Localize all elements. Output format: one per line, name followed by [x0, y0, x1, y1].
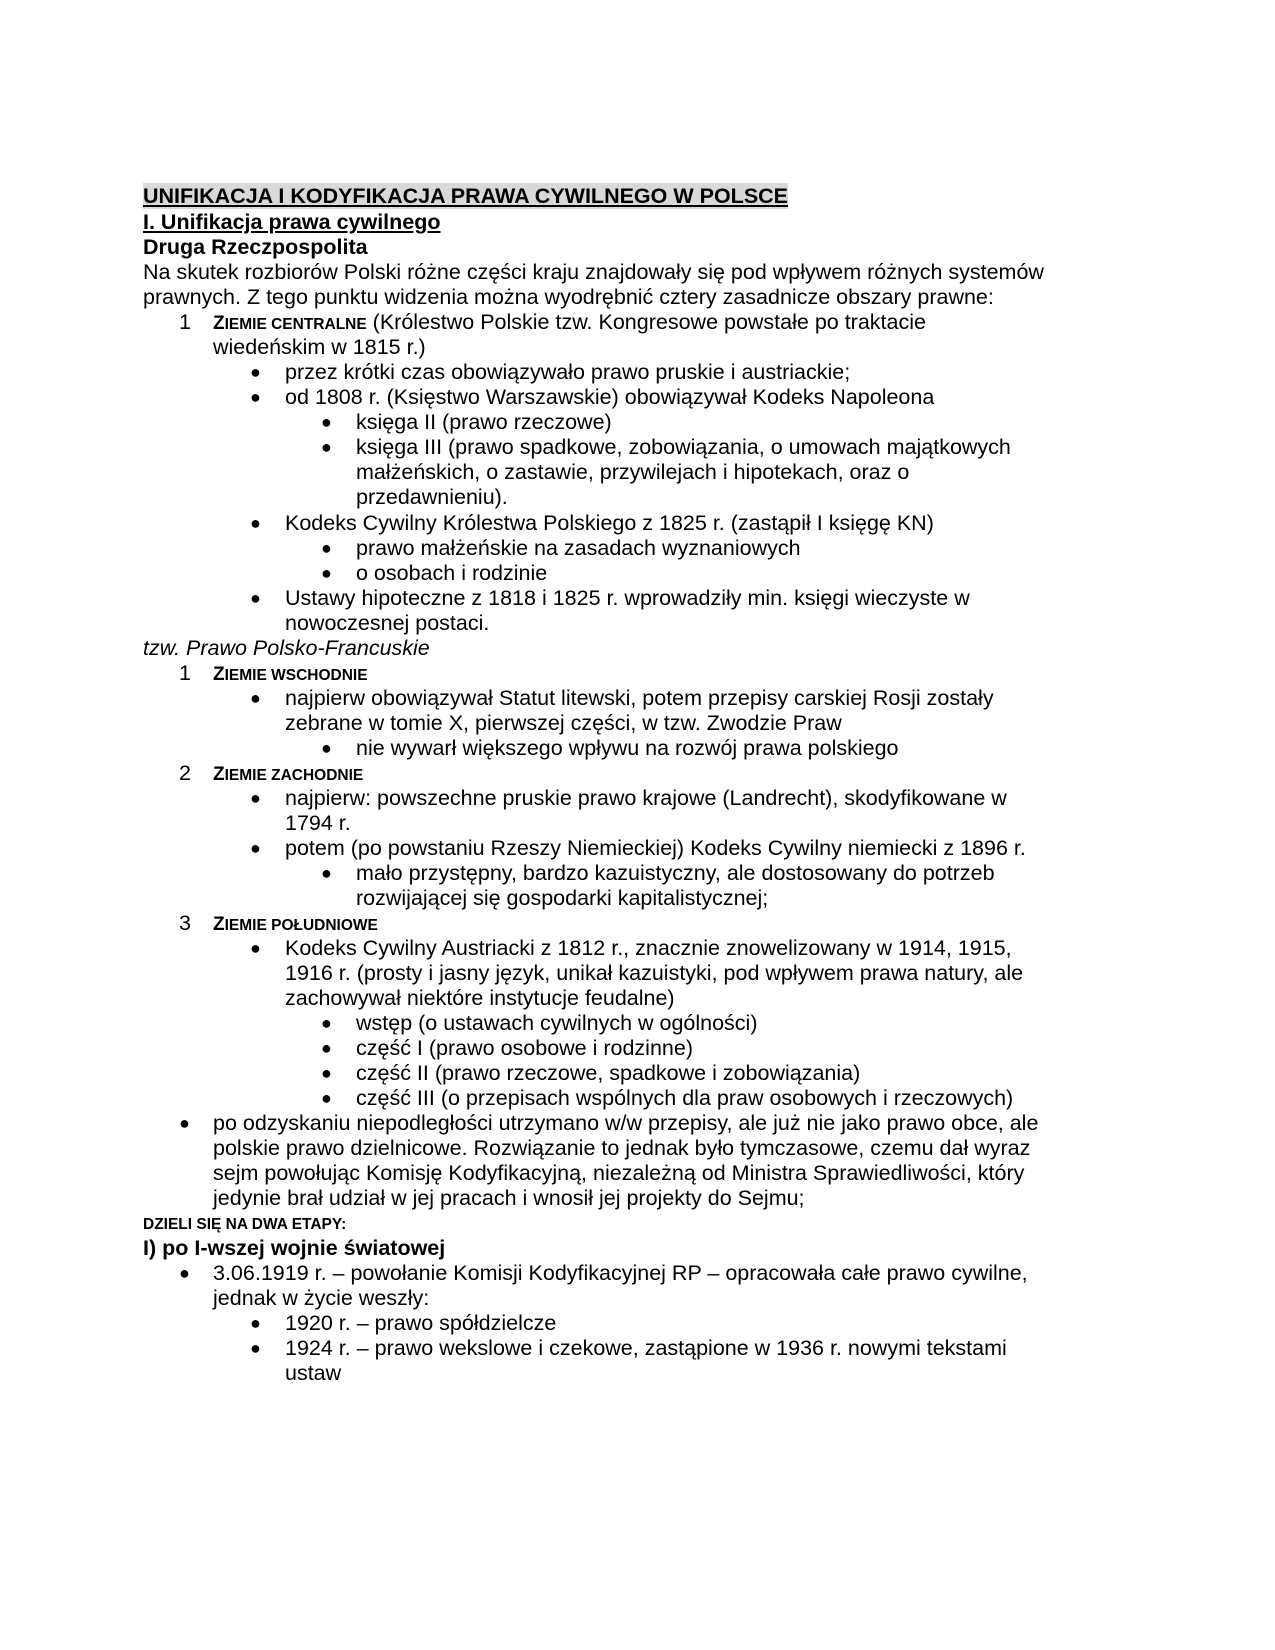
- central-desc-2: wiedeńskim w 1815 r.): [213, 335, 426, 359]
- list-item-cont: małżeńskich, o zastawie, przywilejach i hipotekach, oraz o: [356, 460, 910, 484]
- bullet-icon: ●: [250, 387, 261, 407]
- list-item-cont: jednak w życie weszły:: [213, 1286, 430, 1310]
- bullet-icon: ●: [250, 1313, 261, 1333]
- east-head-cap: Z: [213, 664, 225, 685]
- list-number: 1: [179, 661, 191, 685]
- bullet-icon: ●: [250, 788, 261, 808]
- subsection-heading: Druga Rzeczpospolita: [143, 235, 368, 259]
- list-item-cont: rozwijającej się gospodarki kapitalistycznej;: [356, 886, 769, 910]
- bullet-icon: ●: [321, 563, 332, 583]
- list-item-cont: zachowywał niektóre instytucje feudalne): [285, 986, 675, 1010]
- bullet-icon: ●: [179, 1113, 190, 1133]
- list-item: od 1808 r. (Księstwo Warszawskie) obowiązywał Kodeks Napoleona: [285, 385, 935, 409]
- bullet-icon: ●: [321, 412, 332, 432]
- south-head-rest: IEMIE POŁUDNIOWE: [224, 917, 378, 934]
- list-item: księga III (prawo spadkowe, zobowiązania, o umowach majątkowych: [356, 435, 1011, 459]
- bullet-icon: ●: [250, 838, 261, 858]
- list-item: 1924 r. – prawo wekslowe i czekowe, zastąpione w 1936 r. nowymi tekstami: [285, 1336, 1007, 1360]
- bullet-icon: ●: [179, 1263, 190, 1283]
- central-desc: (Królestwo Polskie tzw. Kongresowe powstałe po traktacie: [366, 310, 926, 334]
- east-head-rest: IEMIE WSCHODNIE: [224, 667, 368, 684]
- list-number: 3: [179, 911, 191, 935]
- list-item-cont: jedynie brał udział w jej pracach i wnosił jej projekty do Sejmu;: [213, 1186, 805, 1210]
- list-item: nie wywarł większego wpływu na rozwój prawa polskiego: [356, 736, 899, 760]
- list-item: 3.06.1919 r. – powołanie Komisji Kodyfikacyjnej RP – opracowała całe prawo cywilne,: [213, 1261, 1028, 1285]
- bullet-icon: ●: [321, 1013, 332, 1033]
- intro-line-2: prawnych. Z tego punktu widzenia można wyodrębnić cztery zasadnicze obszary prawne:: [143, 285, 994, 309]
- list-item: o osobach i rodzinie: [356, 561, 548, 585]
- list-item: najpierw: powszechne pruskie prawo krajowe (Landrecht), skodyfikowane w: [285, 786, 1007, 810]
- list-item: Kodeks Cywilny Królestwa Polskiego z 1825 r. (zastąpił I księgę KN): [285, 511, 934, 535]
- list-item-cont: przedawnieniu).: [356, 485, 508, 509]
- bullet-icon: ●: [321, 1088, 332, 1108]
- stages-heading: DZIELI SIĘ NA DWA ETAPY:: [143, 1216, 347, 1233]
- section-heading: I. Unifikacja prawa cywilnego: [143, 210, 441, 234]
- bullet-icon: ●: [321, 437, 332, 457]
- list-number: 1: [179, 310, 191, 334]
- west-head-rest: IEMIE ZACHODNIE: [224, 767, 364, 784]
- bullet-icon: ●: [321, 738, 332, 758]
- list-item: część II (prawo rzeczowe, spadkowe i zobowiązania): [356, 1061, 861, 1085]
- south-head-cap: Z: [213, 914, 225, 935]
- bullet-icon: ●: [250, 1338, 261, 1358]
- list-item: mało przystępny, bardzo kazuistyczny, ale dostosowany do potrzeb: [356, 861, 995, 885]
- list-item-cont: nowoczesnej postaci.: [285, 611, 490, 635]
- list-item-cont: sejm powołując Komisję Kodyfikacyjną, niezależną od Ministra Sprawiedliwości, który: [213, 1161, 1025, 1185]
- document-title: UNIFIKACJA I KODYFIKACJA PRAWA CYWILNEGO W POLSCE: [143, 184, 789, 208]
- list-item-cont: 1916 r. (prosty i jasny język, unikał kazuistyki, pod wpływem prawa natury, ale: [285, 961, 1024, 985]
- list-item: najpierw obowiązywał Statut litewski, potem przepisy carskiej Rosji zostały: [285, 686, 994, 710]
- italic-note: tzw. Prawo Polsko-Francuskie: [143, 636, 430, 660]
- list-item: po odzyskaniu niepodległości utrzymano w/w przepisy, ale już nie jako prawo obce, ale: [213, 1111, 1039, 1135]
- bullet-icon: ●: [250, 588, 261, 608]
- bullet-icon: ●: [321, 1038, 332, 1058]
- list-item: Ustawy hipoteczne z 1818 i 1825 r. wprowadziły min. księgi wieczyste w: [285, 586, 970, 610]
- list-item: 1920 r. – prawo spółdzielcze: [285, 1311, 557, 1335]
- bullet-icon: ●: [321, 1063, 332, 1083]
- list-item: przez krótki czas obowiązywało prawo pruskie i austriackie;: [285, 360, 851, 384]
- intro-line-1: Na skutek rozbiorów Polski różne części kraju znajdowały się pod wpływem różnych systemów: [143, 260, 1044, 284]
- list-item-cont: polskie prawo dzielnicowe. Rozwiązanie to jednak było tymczasowe, czemu dał wyraz: [213, 1136, 1031, 1160]
- central-head-rest: IEMIE CENTRALNE: [224, 316, 367, 333]
- bullet-icon: ●: [250, 362, 261, 382]
- list-item: potem (po powstaniu Rzeszy Niemieckiej) Kodeks Cywilny niemiecki z 1896 r.: [285, 836, 1026, 860]
- list-item: część III (o przepisach wspólnych dla praw osobowych i rzeczowych): [356, 1086, 1014, 1110]
- stage-heading: I) po I-wszej wojnie światowej: [143, 1236, 446, 1260]
- list-item: część I (prawo osobowe i rodzinne): [356, 1036, 693, 1060]
- bullet-icon: ●: [250, 938, 261, 958]
- bullet-icon: ●: [250, 688, 261, 708]
- list-item: prawo małżeńskie na zasadach wyznaniowych: [356, 536, 801, 560]
- list-item-cont: zebrane w tomie X, pierwszej części, w tzw. Zwodzie Praw: [285, 711, 842, 735]
- bullet-icon: ●: [321, 863, 332, 883]
- list-item: wstęp (o ustawach cywilnych w ogólności): [356, 1011, 758, 1035]
- bullet-icon: ●: [250, 513, 261, 533]
- west-head-cap: Z: [213, 764, 225, 785]
- list-item-cont: 1794 r.: [285, 811, 351, 835]
- list-item: Kodeks Cywilny Austriacki z 1812 r., znacznie znowelizowany w 1914, 1915,: [285, 936, 1012, 960]
- list-number: 2: [179, 761, 191, 785]
- list-item-cont: ustaw: [285, 1361, 342, 1385]
- list-item: księga II (prawo rzeczowe): [356, 410, 612, 434]
- central-head-cap: Z: [213, 313, 225, 334]
- bullet-icon: ●: [321, 538, 332, 558]
